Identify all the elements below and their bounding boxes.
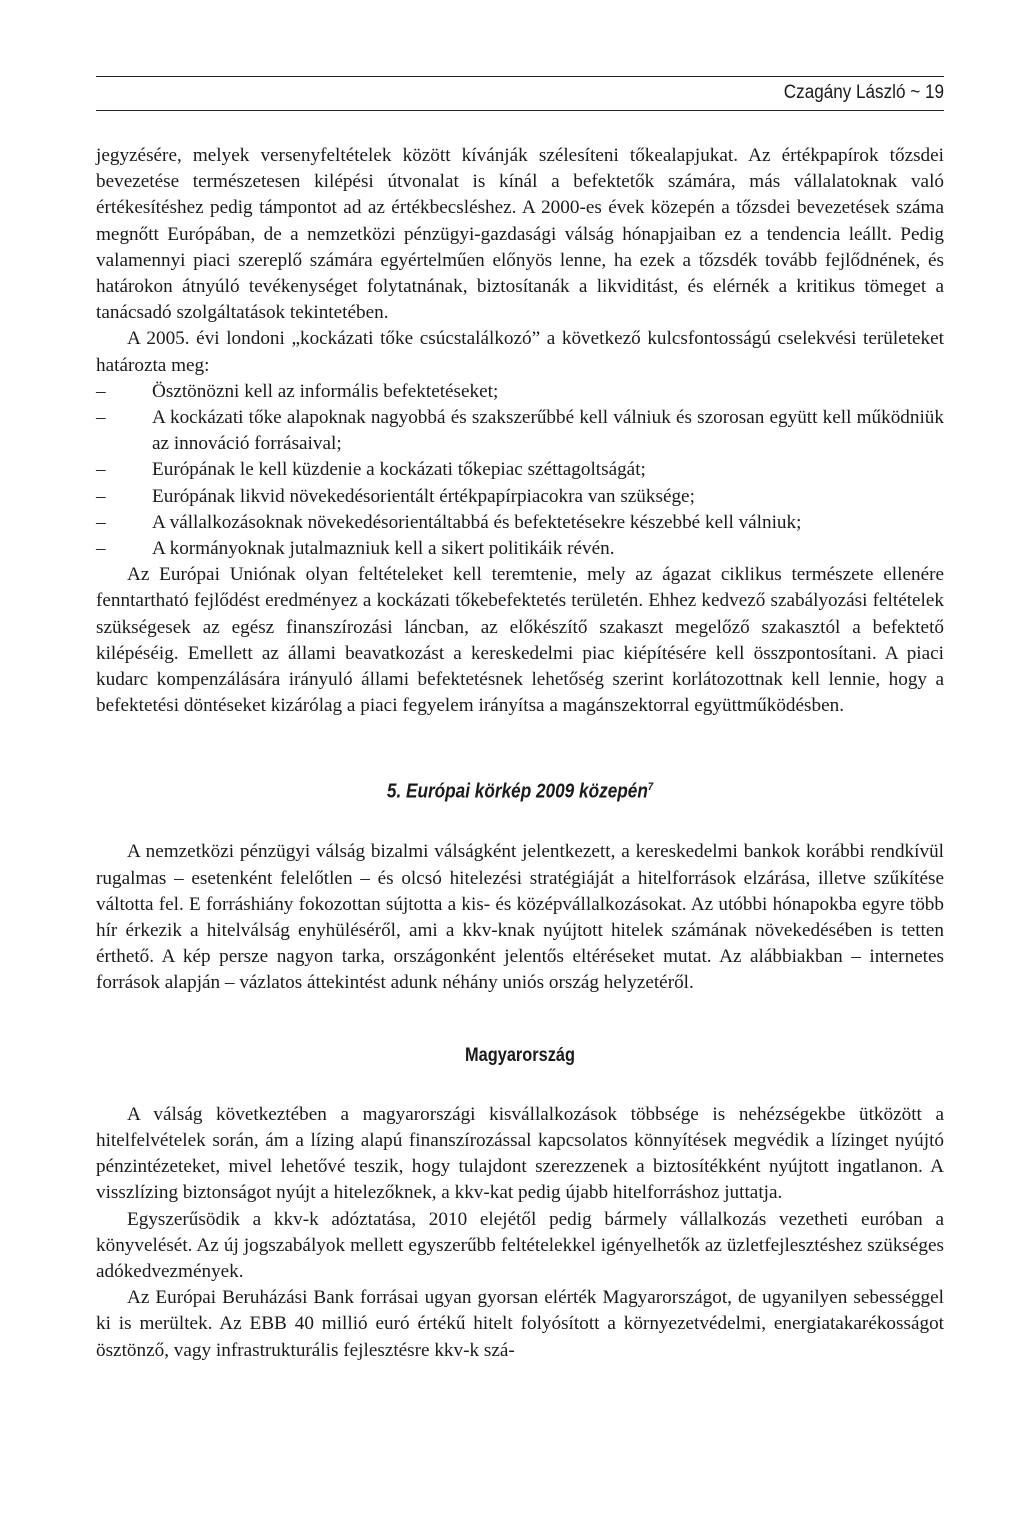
paragraph: Az Európai Uniónak olyan feltételeket kell teremtenie, mely az ágazat ciklikus természete ellenére fenntartható fejlődést eredményez a kockázati tőkebefektetés területén. Ehhez kedvező szabályozási feltételek szükségesek az egész finanszírozási láncban, az előkészítő szakaszt megelőző szakasztól a befektető kilépéséig. Emellett az állami beavatkozást a kereskedelmi piac kiépítésére kell összpontosítani. A piaci kudarc kompenzálására irányuló állami befektetésnek lehetőség szerint korlátozottnak kell lennie, hogy a befektetési döntéseket kizárólag a piaci fegyelem irányítsa a magánszektorral együttműködésben. <box>96 564 944 717</box>
subsection-heading: Magyarország <box>465 1044 575 1066</box>
header-bottom-rule <box>96 110 944 111</box>
list-item: – Európának likvid növekedésorientált értékpapírpiacokra van szüksége; <box>96 485 695 507</box>
list-item: – Európának le kell küzdenie a kockázati tőkepiac széttagoltságát; <box>96 459 646 481</box>
paragraph: Az Európai Beruházási Bank forrásai ugyan gyorsan elérték Magyarországot, de ugyanilyen sebességgel ki is merültek. Az EBB 40 millió euró értékű hitelt folyósított a környezetvédelmi, energiatakarékosságot ösztönző, vagy infrastrukturális fejlesztésre kkv-k szá- <box>96 1287 944 1361</box>
body-text <box>96 143 944 1364</box>
list-item: – A kormányoknak jutalmazniuk kell a sikert politikáik révén. <box>96 538 615 560</box>
paragraph: Egyszerűsödik a kkv-k adóztatása, 2010 elejétől pedig bármely vállalkozás vezetheti euróban a könyvelését. Az új jogszabályok mellett egyszerűbb feltételekkel igényelhetők az üzletfejlesztéshez szükséges adókedvezmények. <box>96 1208 944 1282</box>
paragraph: A 2005. évi londoni „kockázati tőke csúcstalálkozó” a következő kulcsfontosságú cselekvési területeket határozta meg: <box>96 328 944 376</box>
section-heading: 5. Európai körkép 2009 közepén$^7$ <box>386 781 654 804</box>
running-head: Czagány László ~ 19 <box>783 82 944 103</box>
paragraph: A válság következtében a magyarországi kisvállalkozások többsége is nehézségekbe ütközött a hitelfelvételek során, ám a lízing alapú finanszírozással kapcsolatos könnyítések megvédik a lízinget nyújtó pénzintézeteket, mivel lehetővé teszik, hogy tulajdont szerezzenek a biztosítékként nyújtott ingatlanon. A visszlízing biztonságot nyújt a hitelezőknek, a kkv-kat pedig újabb hitelforráshoz juttatja. <box>96 1103 944 1204</box>
list-item: – Ösztönözni kell az informális befektetéseket; <box>96 380 499 402</box>
list-item: – A vállalkozásoknak növekedésorientáltabbá és befektetésekre készebbé kell válniuk; <box>96 511 802 533</box>
list-item: – A kockázati tőke alapoknak nagyobbá és szakszerűbbé kell válniuk és szorosan együtt kell működniük az innováció forrásaival; <box>96 407 944 455</box>
header-top-rule <box>96 76 944 77</box>
paragraph: A nemzetközi pénzügyi válság bizalmi válságként jelentkezett, a kereskedelmi bankok korábbi rendkívül rugalmas – esetenként felelőtlen – és olcsó hitelezési stratégiáját a hitelforrások elzárása, illetve szűkítése váltotta fel. E forráshiány fokozottan sújtotta a kis- és középvállalkozásokat. Az utóbbi hónapokba egyre több hír érkezik a hitelválság enyhüléséről, ami a kkv-knak nyújtott hitelek számának növekedésében is tetten érthető. A kép persze nagyon tarka, országonként jelentős eltéréseket mutat. Az alábbiakban – internetes források alapján – vázlatos áttekintést adunk néhány uniós ország helyzetéről. <box>96 841 944 994</box>
footnote-mark[interactable]: 7 <box>647 781 654 794</box>
paragraph: jegyzésére, melyek versenyfeltételek között kívánják szélesíteni tőkealapjukat. Az értékpapírok tőzsdei bevezetése természetesen kilépési útvonalat is kínál a befektetők számára, más vállalatoknak való értékesítéshez pedig támpontot ad az értékbecsléshez. A 2000-es évek közepén a tőzsdei bevezetések száma megnőtt Európában, de a nemzetközi pénzügyi-gazdasági válság hónapjaiban ez a tendencia leállt. Pedig valamennyi piaci szereplő számára egyértelműen előnyös lenne, ha ezek a tőzsdék tovább fejlődnének, és határokon átnyúló tevékenységet folytatnának, biztosítanák a likviditást, és elérnék a kritikus tömeget a tanácsadó szolgáltatások tekintetében. <box>96 145 944 324</box>
bullet-list <box>96 379 944 562</box>
